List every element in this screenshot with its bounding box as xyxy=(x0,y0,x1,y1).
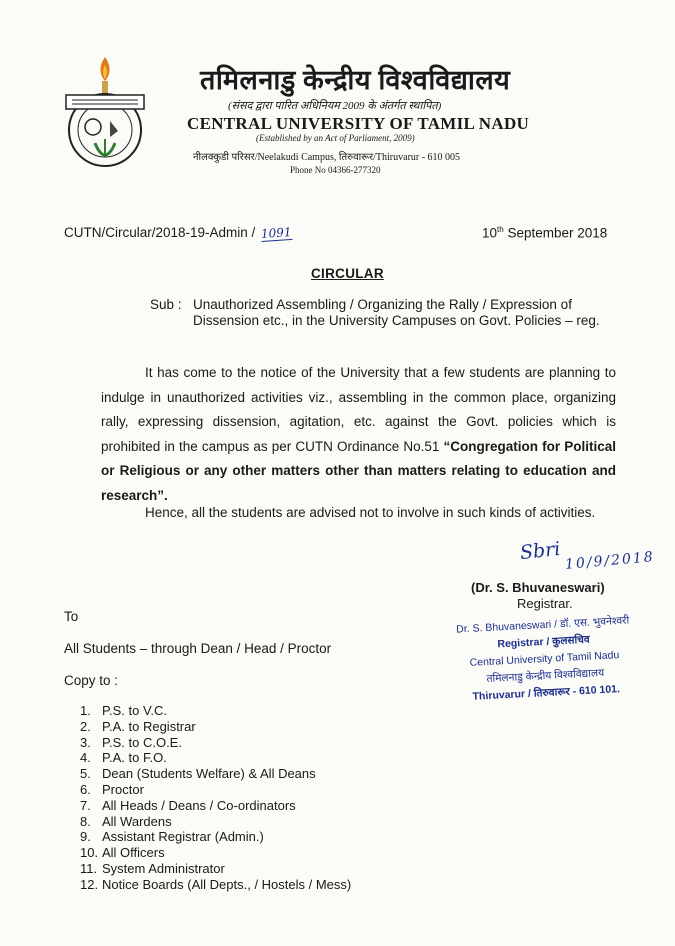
handwritten-signature: Sbri xyxy=(518,537,562,565)
stamp-line: Registrar / कुलसचिव xyxy=(497,633,591,651)
copy-to-item: 3. P.S. to C.O.E. xyxy=(80,734,182,750)
copy-to-item: 9. Assistant Registrar (Admin.) xyxy=(80,829,264,845)
university-name-hindi: तमिलनाडु केन्द्रीय विश्वविद्यालय xyxy=(200,65,511,95)
stamp-line: Thiruvarur / तिरुवारूर - 610 101. xyxy=(472,683,621,703)
handwritten-sign-date: 10/9/2018 xyxy=(564,549,656,573)
date-rest: September 2018 xyxy=(503,225,608,241)
signatory-designation: Registrar. xyxy=(517,596,573,611)
advice-line: Hence, all the students are advised not to involve in such kinds of activities. xyxy=(145,505,596,520)
copy-to-item: 7. All Heads / Deans / Co-ordinators xyxy=(80,797,296,813)
copy-to-item: 1. P.S. to V.C. xyxy=(80,703,168,718)
recipients: All Students – through Dean / Head / Proctor xyxy=(64,641,332,656)
copy-to-item: 8. All Wardens xyxy=(80,813,172,829)
copy-to-list xyxy=(80,703,351,893)
reference-handwritten-number: 1091 xyxy=(260,224,293,242)
copy-to-item: 6. Proctor xyxy=(80,781,144,797)
date-day: 10 xyxy=(482,225,498,241)
copy-to-item: 5. Dean (Students Welfare) & All Deans xyxy=(80,766,316,782)
signatory-name: (Dr. S. Bhuvaneswari) xyxy=(471,580,605,595)
copy-to-item: 10. All Officers xyxy=(80,845,165,861)
date-suffix: th xyxy=(497,225,504,234)
subject-label: Sub : xyxy=(150,297,182,312)
copy-to-item: 12. Notice Boards (All Depts., / Hostels / Mess) xyxy=(80,876,352,892)
campus-address: नीलक्कुडी परिसर/Neelakudi Campus, तिरुवारूर/Thiruvarur - 610 005 xyxy=(193,152,461,163)
copy-to-item: 4. P.A. to F.O. xyxy=(80,750,167,766)
reference-prefix: CUTN/Circular/2018-19-Admin / xyxy=(64,225,256,240)
stamp-line: Central University of Tamil Nadu xyxy=(469,649,620,669)
copy-to-label: Copy to : xyxy=(64,673,119,688)
act-note-hindi: (संसद द्वारा पारित अधिनियम 2009 के अंतर्गत स्थापित) xyxy=(228,100,442,112)
subject-text: Unauthorized Assembling / Organizing the Rally / Expression of Dissension etc., in the University Campuses on Govt. Policies – reg. xyxy=(193,297,600,328)
university-name-english: CENTRAL UNIVERSITY OF TAMIL NADU xyxy=(187,114,530,133)
stamp-line: तमिलनाडु केन्द्रीय विश्वविद्यालय xyxy=(486,666,605,686)
circular-reference xyxy=(64,225,292,241)
copy-to-item: 2. P.A. to Registrar xyxy=(80,718,196,734)
stamp-line: Dr. S. Bhuvaneswari / डॉ. एस. भुवनेश्वरी xyxy=(455,614,630,636)
to-label: To xyxy=(64,609,79,624)
body-intro: It has come to the notice of the University that a few students are planning to indulge in unauthorized activities viz., assembling in the common place, organizing rally, expressing dissension, agitation, etc. against the Govt. policies which is prohibited in the campus as per CUTN Ordinance No.51 xyxy=(101,365,616,454)
phone-number: Phone No 04366-277320 xyxy=(290,165,381,175)
university-logo xyxy=(58,55,153,175)
body-paragraph xyxy=(101,361,616,508)
official-stamp xyxy=(435,611,654,707)
established-note: (Established by an Act of Parliament, 2009) xyxy=(256,133,415,143)
circular-heading: CIRCULAR xyxy=(311,266,384,281)
body-quote: “Congregation for Political or Religious or any other matters other than matters relating to education and research”. xyxy=(101,438,616,503)
copy-to-item: 11. System Administrator xyxy=(80,860,225,876)
circular-date xyxy=(482,225,607,241)
